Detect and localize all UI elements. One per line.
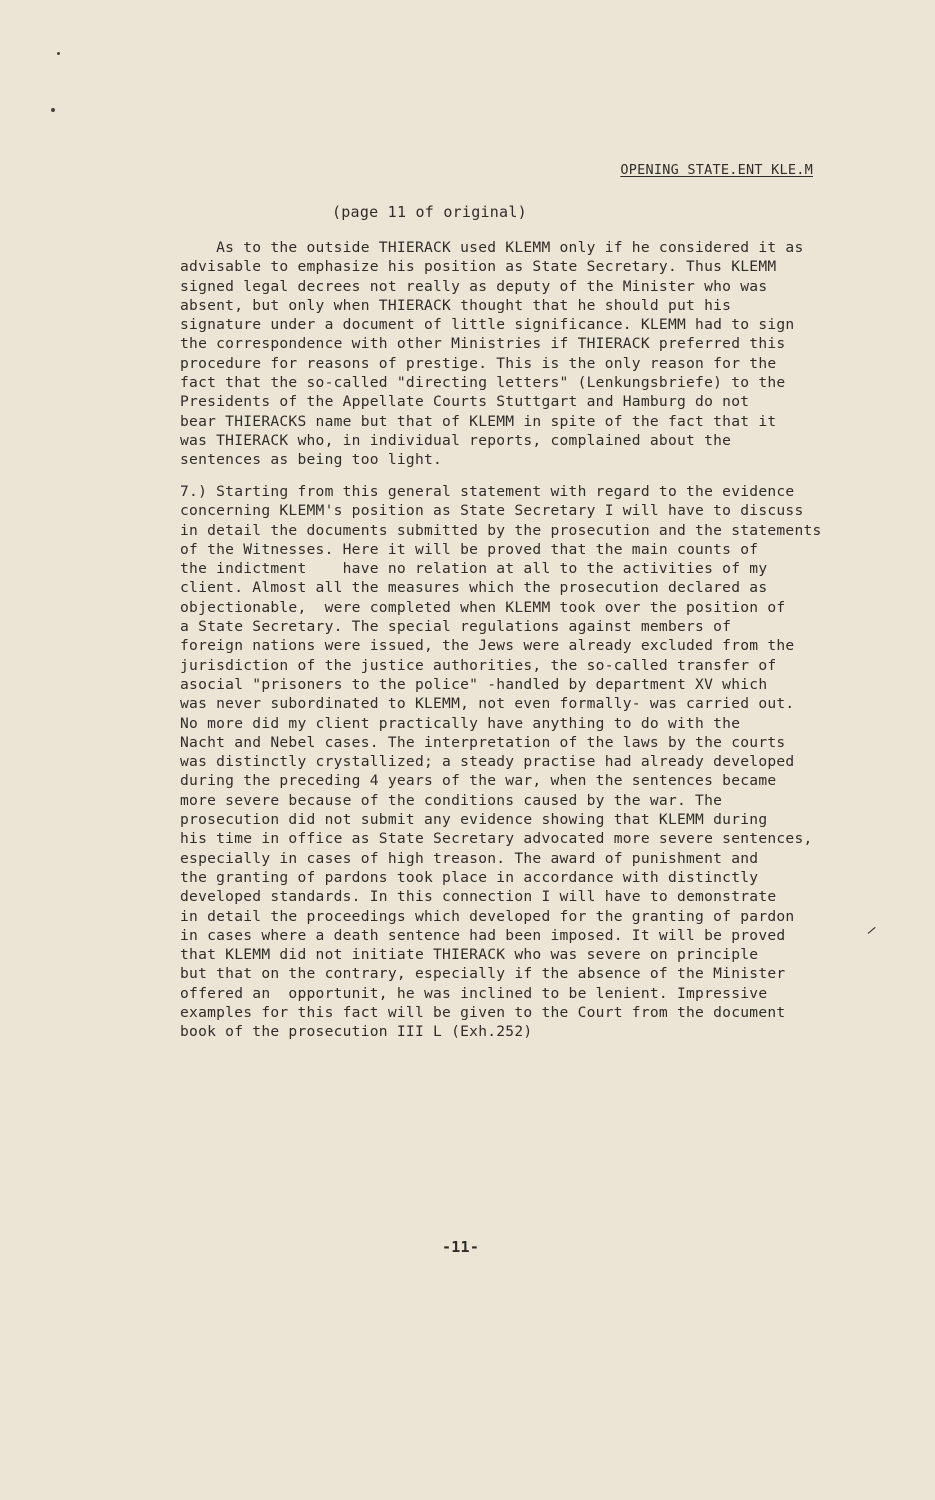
text-line: prosecution did not submit any evidence showing that KLEMM during	[180, 811, 768, 829]
paragraph-1	[180, 238, 860, 470]
text-line: in detail the documents submitted by the prosecution and the statements	[180, 521, 822, 539]
text-line: the correspondence with other Ministries if THIERACK preferred this	[180, 335, 786, 353]
text-line: advisable to emphasize his position as State Secretary. Thus KLEMM	[180, 258, 777, 276]
text-line: signature under a document of little significance. KLEMM had to sign	[180, 316, 795, 334]
text-line: 7.) Starting from this general statement with regard to the evidence	[180, 483, 795, 500]
page-reference: (page 11 of original)	[332, 203, 527, 221]
text-line: procedure for reasons of prestige. This is the only reason for the	[180, 354, 777, 372]
text-line: more severe because of the conditions caused by the war. The	[180, 791, 723, 809]
text-line: but that on the contrary, especially if the absence of the Minister	[180, 965, 786, 983]
text-line: during the preceding 4 years of the war, when the sentences became	[180, 772, 777, 790]
text-line: absent, but only when THIERACK thought that he should put his	[180, 296, 732, 314]
page-number: -11-	[442, 1238, 480, 1256]
text-line: a State Secretary. The special regulations against members of	[180, 618, 732, 636]
paper-speck	[51, 108, 55, 112]
text-line: the granting of pardons took place in accordance with distinctly	[180, 868, 759, 886]
text-line: foreign nations were issued, the Jews were already excluded from the	[180, 637, 795, 655]
text-line: in detail the proceedings which developed for the granting of pardon	[180, 907, 795, 925]
text-line: As to the outside THIERACK used KLEMM only if he considered it as	[180, 239, 804, 256]
text-line: offered an opportunit, he was inclined to be lenient. Impressive	[180, 984, 768, 1002]
paragraph-2	[180, 482, 860, 1042]
margin-pencil-mark: —	[861, 919, 881, 940]
text-line: jurisdiction of the justice authorities, the so-called transfer of	[180, 656, 777, 674]
text-line: especially in cases of high treason. The award of punishment and	[180, 849, 759, 867]
text-line: client. Almost all the measures which the prosecution declared as	[180, 579, 768, 597]
text-line: Nacht and Nebel cases. The interpretation of the laws by the courts	[180, 733, 786, 751]
text-line: was THIERACK who, in individual reports, complained about the	[180, 431, 732, 449]
text-line: in cases where a death sentence had been imposed. It will be proved	[180, 926, 786, 944]
text-line: was never subordinated to KLEMM, not even formally- was carried out.	[180, 695, 795, 713]
paper-speck	[57, 52, 60, 55]
text-line: signed legal decrees not really as deputy of the Minister who was	[180, 277, 768, 295]
text-line: examples for this fact will be given to the Court from the document	[180, 1004, 786, 1022]
text-line: sentences as being too light.	[180, 451, 443, 469]
text-line: bear THIERACKS name but that of KLEMM in spite of the fact that it	[180, 412, 777, 430]
text-line: that KLEMM did not initiate THIERACK who was severe on principle	[180, 946, 759, 964]
document-header: OPENING STATE.ENT KLE.M	[620, 162, 813, 178]
text-line: objectionable, were completed when KLEMM took over the position of	[180, 598, 786, 616]
text-line: asocial "prisoners to the police" -handled by department XV which	[180, 675, 768, 693]
text-line: his time in office as State Secretary advocated more severe sentences,	[180, 830, 813, 848]
text-line: the indictment have no relation at all to the activities of my	[180, 560, 768, 578]
text-line: developed standards. In this connection I will have to demonstrate	[180, 888, 777, 906]
text-line: book of the prosecution III L (Exh.252)	[180, 1023, 533, 1041]
text-line: fact that the so-called "directing letters" (Lenkungsbriefe) to the	[180, 374, 786, 392]
text-line: of the Witnesses. Here it will be proved that the main counts of	[180, 540, 759, 558]
text-line: concerning KLEMM's position as State Secretary I will have to discuss	[180, 502, 804, 520]
text-line: was distinctly crystallized; a steady practise had already developed	[180, 753, 795, 771]
text-line: Presidents of the Appellate Courts Stuttgart and Hamburg do not	[180, 393, 750, 411]
text-line: No more did my client practically have anything to do with the	[180, 714, 741, 732]
